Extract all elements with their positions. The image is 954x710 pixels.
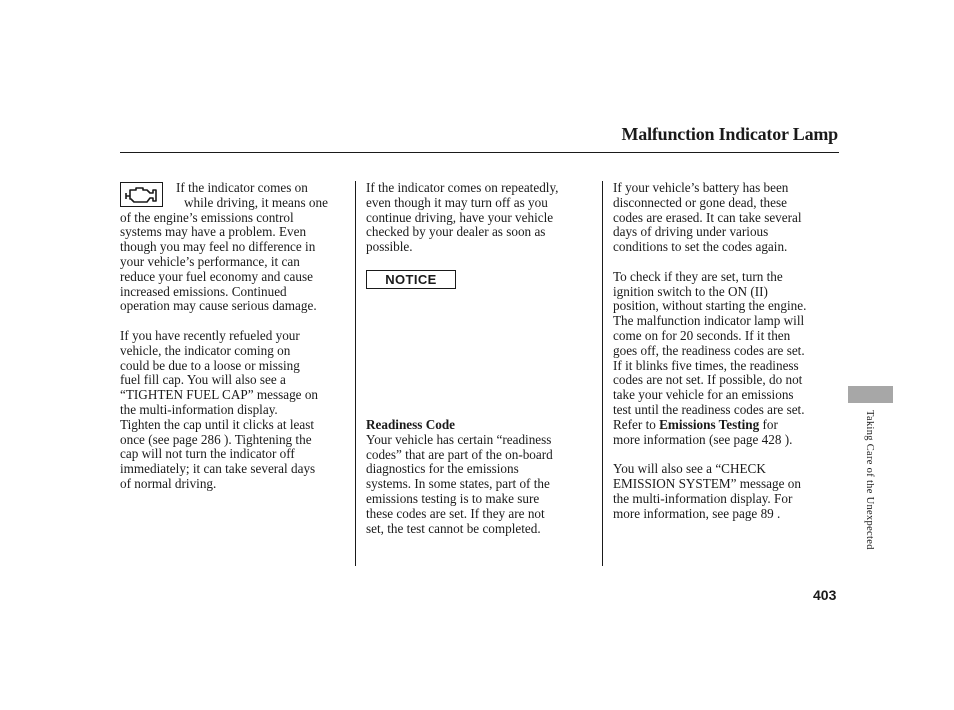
text-line: systems may have a problem. Even [120,224,307,240]
column-divider [602,181,603,566]
text-fragment: Refer to [613,416,660,432]
text-line: “TIGHTEN FUEL CAP” message on [120,387,319,403]
text-line: the multi-information display. For [613,490,793,506]
text-line: operation may cause serious damage. [120,298,317,314]
text-line: EMISSION SYSTEM” message on [613,475,801,491]
text-line: increased emissions. Continued [120,283,287,299]
text-line: systems. In some states, part of the [366,476,550,492]
text-line: If you have recently refueled your [120,327,300,343]
text-line: conditions to set the codes again. [613,239,788,255]
text-line: You will also see a “CHECK [613,461,766,477]
refer-line [613,418,806,433]
text-line: set, the test cannot be completed. [366,520,541,536]
text-line: the multi-information display. [120,401,278,417]
text-line: position, without starting the engine. [613,298,807,314]
readiness-section [366,418,553,536]
para-check-emission [613,462,806,521]
text-line: days of driving under various [613,224,769,240]
para-refueled [120,329,328,492]
text-line: Tighten the cap until it clicks at least [120,416,314,432]
text-line: fuel fill cap. You will also see a [120,372,286,388]
text-line: of normal driving. [120,475,217,491]
text-line: diagnostics for the emissions [366,461,519,477]
text-line: If it blinks five times, the readiness [613,357,799,373]
text-line: The malfunction indicator lamp will [613,313,805,329]
text-fragment: for [759,416,778,432]
para-indicator-on [120,181,328,314]
text-line: To check if they are set, turn the [613,268,783,284]
text-line: ignition switch to the ON (II) [613,283,768,299]
page-title: Malfunction Indicator Lamp [621,124,838,144]
readiness-heading: Readiness Code [366,417,456,432]
text-line: even though it may turn off as you [366,194,548,210]
text-line: more information, see page 89 . [613,505,781,521]
text-line: continue driving, have your vehicle [366,209,554,225]
column-right [613,181,806,521]
text-line: If the indicator comes on [176,180,308,195]
text-line: come on for 20 seconds. If it then [613,327,791,343]
text-line: If the indicator comes on repeatedly, [366,180,559,195]
text-line: these codes are set. If they are not [366,505,545,521]
text-line: your vehicle’s performance, it can [120,253,300,269]
text-line: disconnected or gone dead, these [613,194,787,210]
text-line: of the engine’s emissions control [120,209,294,225]
text-line: though you may feel no difference in [120,239,316,255]
text-line: Your vehicle has certain “readiness [366,431,552,447]
section-label: Taking Care of the Unexpected [864,410,875,550]
emissions-testing-reference: Emissions Testing [659,416,760,432]
column-divider [355,181,356,566]
para-repeated [366,181,558,255]
text-line: codes are not set. If possible, do not [613,372,803,388]
text-line: test until the readiness codes are set. [613,401,805,417]
text-line: reduce your fuel economy and cause [120,268,313,284]
notice-label: NOTICE [366,270,456,289]
column-left [120,181,328,492]
text-line: If your vehicle’s battery has been [613,180,789,195]
text-line: cap will not turn the indicator off [120,446,295,462]
text-line: checked by your dealer as soon as [366,224,546,240]
title-rule [120,152,839,153]
text-line: vehicle, the indicator coming on [120,342,291,358]
text-line: take your vehicle for an emissions [613,387,794,403]
column-middle [366,181,558,255]
text-line: while driving, it means one [184,194,328,210]
text-line: emissions testing is to make sure [366,490,540,506]
text-line: codes are erased. It can take several [613,209,802,225]
text-line: possible. [366,239,413,255]
page-number: 403 [813,587,837,603]
section-tab [848,386,893,403]
text-line: immediately; it can take several days [120,461,316,477]
text-line: could be due to a loose or missing [120,357,300,373]
text-line: goes off, the readiness codes are set. [613,342,805,358]
text-line: codes” that are part of the on-board [366,446,553,462]
text-line: once (see page 286 ). Tightening the [120,431,312,447]
para-battery [613,181,806,255]
text-line: more information (see page 428 ). [613,431,793,447]
para-check-codes [613,270,806,448]
